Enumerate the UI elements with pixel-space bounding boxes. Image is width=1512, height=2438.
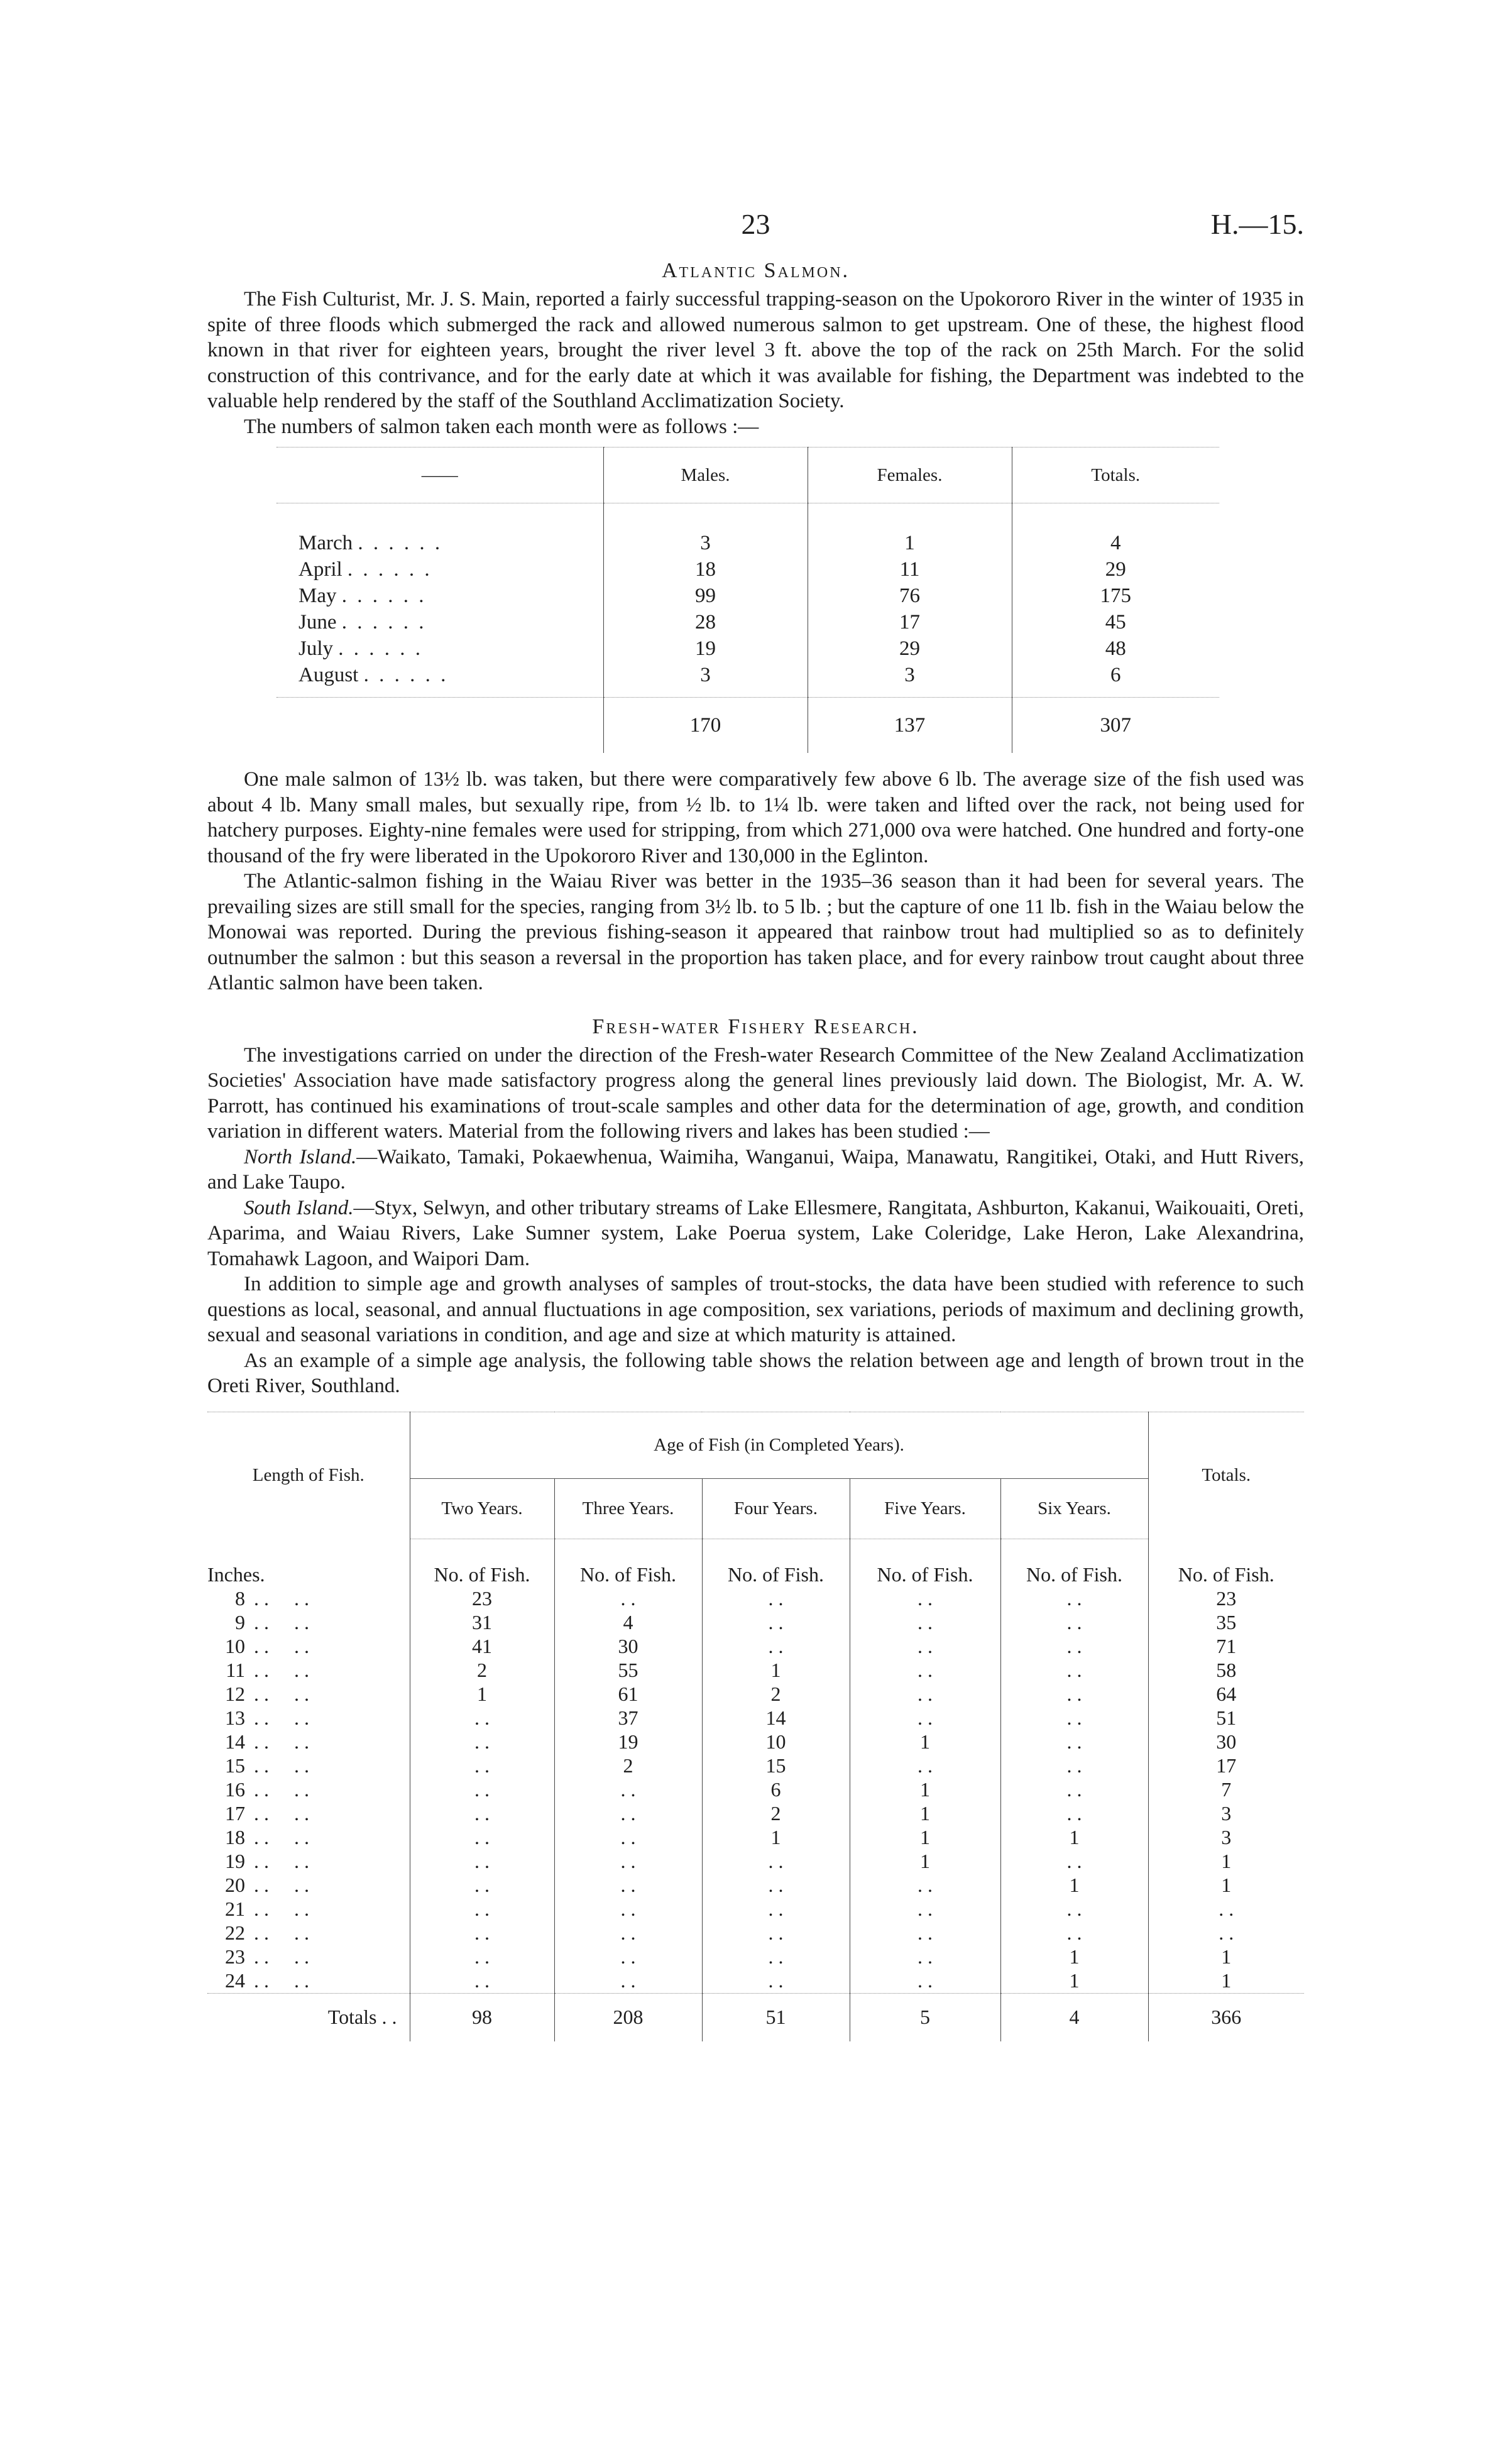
unit-count: No. of Fish. xyxy=(1000,1539,1148,1587)
table-row xyxy=(277,662,1219,698)
cell-four-years: . . xyxy=(702,1969,850,1994)
cell-two-years: . . xyxy=(410,1874,554,1897)
total-males: 170 xyxy=(603,698,808,754)
cell-five-years: . . xyxy=(850,1659,1000,1683)
cell-males: 18 xyxy=(603,556,808,583)
cell-six-years: . . xyxy=(1000,1659,1148,1683)
length-inches: 20 xyxy=(225,1874,245,1896)
cell-total: 3 xyxy=(1148,1826,1304,1850)
length-inches: 16 xyxy=(225,1778,245,1801)
north-island-text: —Waikato, Tamaki, Pokaewhenua, Waimiha, Wanganui, Waipa, Manawatu, Rangitikei, Otaki, and Hutt Rivers, and Lake Taupo. xyxy=(207,1145,1304,1194)
cell-four-years: . . xyxy=(702,1611,850,1635)
paragraph: The Fish Culturist, Mr. J. S. Main, reported a fairly successful trapping-season on the Upokororo River in the winter of 1935 in spite of three floods which submerged the rack and allowed numerous salmon to get upstream. One of these, the highest flood known in that river for eighteen years, brought the river level 3 ft. above the top of the rack on 25th March. For the solid construction of this contrivance, and for the early date at which it was available for fishing, the Department was indebted to the valuable help rendered by the staff of the Southland Acclimatization Society. xyxy=(207,288,1304,412)
row-label: April xyxy=(299,557,342,581)
cell-three-years: 30 xyxy=(554,1635,702,1659)
cell-five-years: 1 xyxy=(850,1778,1000,1802)
cell-totals: 6 xyxy=(1012,662,1219,698)
cell-two-years: . . xyxy=(410,1969,554,1994)
cell-six-years: . . xyxy=(1000,1611,1148,1635)
cell-three-years: . . xyxy=(554,1850,702,1874)
dot-leader: . . . . xyxy=(254,1706,309,1729)
cell-total: 1 xyxy=(1148,1945,1304,1969)
dot-leader: . . . . xyxy=(254,1587,309,1610)
cell-five-years: . . xyxy=(850,1706,1000,1730)
dot-leader: . . . . xyxy=(254,1897,309,1920)
table-row xyxy=(207,1921,1304,1945)
cell-males: 3 xyxy=(603,662,808,698)
page-number: 23 xyxy=(741,208,770,240)
unit-count: No. of Fish. xyxy=(1148,1539,1304,1587)
length-inches: 13 xyxy=(225,1706,245,1729)
total-five-years: 5 xyxy=(850,1993,1000,2041)
dot-leader: . . . . xyxy=(254,1945,309,1968)
cell-males: 28 xyxy=(603,609,808,635)
cell-five-years: . . xyxy=(850,1921,1000,1945)
cell-six-years: 1 xyxy=(1000,1945,1148,1969)
table-totals-row xyxy=(207,1993,1304,2041)
cell-six-years: . . xyxy=(1000,1635,1148,1659)
south-island-label: South Island. xyxy=(244,1196,354,1219)
cell-six-years: . . xyxy=(1000,1706,1148,1730)
cell-total: . . xyxy=(1148,1921,1304,1945)
column-header-males: Males. xyxy=(603,448,808,503)
total-all: 366 xyxy=(1148,1993,1304,2041)
dot-leader: . . . . xyxy=(254,1778,309,1801)
cell-two-years: . . xyxy=(410,1850,554,1874)
cell-five-years: 1 xyxy=(850,1850,1000,1874)
document-page xyxy=(207,207,1304,2041)
cell-two-years: 1 xyxy=(410,1683,554,1706)
length-inches: 10 xyxy=(225,1635,245,1657)
length-inches: 17 xyxy=(225,1802,245,1825)
cell-five-years: 1 xyxy=(850,1730,1000,1754)
cell-total: . . xyxy=(1148,1897,1304,1921)
table-row xyxy=(207,1659,1304,1683)
table-row xyxy=(207,1874,1304,1897)
cell-six-years: . . xyxy=(1000,1754,1148,1778)
paragraph: As an example of a simple age analysis, the following table shows the relation between age and length of brown trout in the Oreti River, Southland. xyxy=(207,1349,1304,1397)
paragraph: The investigations carried on under the direction of the Fresh-water Research Committee of the New Zealand Acclimatization Societies' Association have made satisfactory progress along the general lines previously laid down. The Biologist, Mr. A. W. Parrott, has continued his examinations of trout-scale samples and other data for the determination of age, growth, and condition variation in different waters. Material from the following rivers and lakes has been studied :— xyxy=(207,1043,1304,1143)
dot-leader: . . . . xyxy=(254,1874,309,1896)
length-inches: 18 xyxy=(225,1826,245,1848)
cell-five-years: . . xyxy=(850,1874,1000,1897)
table-totals-row xyxy=(277,698,1219,754)
length-inches: 22 xyxy=(225,1921,245,1944)
length-inches: 19 xyxy=(225,1850,245,1872)
cell-three-years: 55 xyxy=(554,1659,702,1683)
cell-two-years: . . xyxy=(410,1754,554,1778)
paragraph: One male salmon of 13½ lb. was taken, but there were comparatively few above 6 lb. The average size of the fish used was about 4 lb. Many small males, but sexually ripe, from ½ lb. to 1¼ lb. were taken and lifted over the rack, not being used for hatchery purposes. Eighty-nine females were used for stripping, from which 271,000 ova were hatched. One hundred and forty-one thousand of the fry were liberated in the Upokororo River and 130,000 in the Eglinton. xyxy=(207,768,1304,867)
cell-five-years: . . xyxy=(850,1897,1000,1921)
cell-three-years: 2 xyxy=(554,1754,702,1778)
cell-total: 1 xyxy=(1148,1850,1304,1874)
cell-females: 17 xyxy=(808,609,1012,635)
cell-three-years: 19 xyxy=(554,1730,702,1754)
table-row xyxy=(207,1826,1304,1850)
cell-three-years: . . xyxy=(554,1587,702,1611)
cell-totals: 29 xyxy=(1012,556,1219,583)
paragraph: The numbers of salmon taken each month were as follows :— xyxy=(244,415,759,438)
column-header-five-years: Five Years. xyxy=(850,1478,1000,1539)
cell-total: 23 xyxy=(1148,1587,1304,1611)
totals-label: Totals . . xyxy=(207,1993,410,2041)
cell-five-years: . . xyxy=(850,1611,1000,1635)
table-row xyxy=(207,1635,1304,1659)
cell-four-years: . . xyxy=(702,1874,850,1897)
cell-six-years: . . xyxy=(1000,1730,1148,1754)
unit-count: No. of Fish. xyxy=(554,1539,702,1587)
table-row xyxy=(207,1754,1304,1778)
section-title-research: Fresh-water Fishery Research. xyxy=(592,1014,919,1038)
cell-total: 1 xyxy=(1148,1969,1304,1994)
table-row xyxy=(277,556,1219,583)
cell-four-years: 2 xyxy=(702,1683,850,1706)
column-header-four-years: Four Years. xyxy=(702,1478,850,1539)
total-four-years: 51 xyxy=(702,1993,850,2041)
table-row xyxy=(207,1706,1304,1730)
cell-females: 1 xyxy=(808,503,1012,557)
table-row xyxy=(277,503,1219,557)
table-corner: —— xyxy=(277,448,603,503)
cell-total: 64 xyxy=(1148,1683,1304,1706)
dot-leader: . . . . . . xyxy=(338,637,424,660)
cell-totals: 175 xyxy=(1012,583,1219,609)
table-header-row xyxy=(277,448,1219,503)
total-two-years: 98 xyxy=(410,1993,554,2041)
table-row xyxy=(207,1778,1304,1802)
dot-leader: . . . . xyxy=(254,1635,309,1657)
cell-four-years: 10 xyxy=(702,1730,850,1754)
column-header-totals: Totals. xyxy=(1012,448,1219,503)
cell-two-years: . . xyxy=(410,1778,554,1802)
north-island-label: North Island. xyxy=(244,1145,357,1168)
unit-inches: Inches. xyxy=(207,1562,265,1586)
cell-two-years: . . xyxy=(410,1897,554,1921)
north-island-paragraph xyxy=(207,1145,1304,1195)
dot-leader: . . . . xyxy=(254,1802,309,1825)
dot-leader: . . . . xyxy=(254,1683,309,1705)
cell-females: 11 xyxy=(808,556,1012,583)
dot-leader: . . . . . . xyxy=(358,531,443,554)
cell-total: 1 xyxy=(1148,1874,1304,1897)
section-title-atlantic-salmon: Atlantic Salmon. xyxy=(661,259,850,282)
cell-six-years: . . xyxy=(1000,1802,1148,1826)
dot-leader: . . . . xyxy=(254,1754,309,1777)
cell-three-years: . . xyxy=(554,1897,702,1921)
cell-five-years: . . xyxy=(850,1945,1000,1969)
trout-age-length-table xyxy=(207,1412,1304,2041)
table-row xyxy=(207,1969,1304,1994)
cell-total: 71 xyxy=(1148,1635,1304,1659)
row-label: May xyxy=(299,584,337,607)
table-header-row xyxy=(207,1412,1304,1478)
cell-two-years: . . xyxy=(410,1730,554,1754)
cell-total: 7 xyxy=(1148,1778,1304,1802)
cell-four-years: 2 xyxy=(702,1802,850,1826)
cell-three-years: . . xyxy=(554,1921,702,1945)
south-island-text: —Styx, Selwyn, and other tributary streams of Lake Ellesmere, Rangitata, Ashburton, Kakanui, Waikouaiti, Oreti, Aparima, and Waiau Rivers, Lake Sumner system, Lake Poerua system, Lake Coleridge, Lake Heron, Lake Alexandrina, Tomahawk Lagoon, and Waipori Dam. xyxy=(207,1196,1304,1270)
cell-total: 17 xyxy=(1148,1754,1304,1778)
column-header-three-years: Three Years. xyxy=(554,1478,702,1539)
table-row xyxy=(207,1897,1304,1921)
cell-four-years: 1 xyxy=(702,1659,850,1683)
unit-count: No. of Fish. xyxy=(410,1539,554,1587)
column-header-females: Females. xyxy=(808,448,1012,503)
dot-leader: . . . . xyxy=(254,1826,309,1848)
row-label: August xyxy=(299,663,359,686)
cell-two-years: . . xyxy=(410,1802,554,1826)
units-row xyxy=(207,1539,1304,1587)
cell-four-years: 6 xyxy=(702,1778,850,1802)
dot-leader: . . . . xyxy=(254,1921,309,1944)
total-three-years: 208 xyxy=(554,1993,702,2041)
cell-four-years: . . xyxy=(702,1921,850,1945)
dot-leader: . . . . xyxy=(254,1730,309,1753)
cell-three-years: . . xyxy=(554,1826,702,1850)
table-row xyxy=(207,1945,1304,1969)
dot-leader: . . . . . . xyxy=(363,663,449,686)
cell-totals: 48 xyxy=(1012,635,1219,662)
document-reference: H.—15. xyxy=(1210,208,1304,240)
cell-five-years: . . xyxy=(850,1754,1000,1778)
dot-leader: . . . . xyxy=(254,1611,309,1634)
cell-males: 99 xyxy=(603,583,808,609)
cell-three-years: 37 xyxy=(554,1706,702,1730)
cell-males: 19 xyxy=(603,635,808,662)
unit-count: No. of Fish. xyxy=(850,1539,1000,1587)
cell-six-years: . . xyxy=(1000,1778,1148,1802)
dot-leader: . . . . xyxy=(254,1969,309,1992)
cell-three-years: . . xyxy=(554,1778,702,1802)
cell-five-years: . . xyxy=(850,1635,1000,1659)
dot-leader: . . . . . . xyxy=(347,557,432,581)
cell-five-years: 1 xyxy=(850,1802,1000,1826)
cell-four-years: . . xyxy=(702,1635,850,1659)
page-header xyxy=(207,207,1304,251)
length-inches: 23 xyxy=(225,1945,245,1968)
total-females: 137 xyxy=(808,698,1012,754)
cell-females: 3 xyxy=(808,662,1012,698)
cell-six-years: . . xyxy=(1000,1587,1148,1611)
cell-five-years: . . xyxy=(850,1587,1000,1611)
column-header-age-group: Age of Fish (in Completed Years). xyxy=(410,1412,1148,1478)
cell-three-years: 61 xyxy=(554,1683,702,1706)
length-inches: 21 xyxy=(225,1897,245,1920)
cell-four-years: 14 xyxy=(702,1706,850,1730)
cell-five-years: 1 xyxy=(850,1826,1000,1850)
cell-six-years: 1 xyxy=(1000,1874,1148,1897)
dot-leader: . . . . xyxy=(254,1659,309,1681)
table-row xyxy=(207,1587,1304,1611)
cell-total: 30 xyxy=(1148,1730,1304,1754)
length-inches: 24 xyxy=(225,1969,245,1992)
cell-six-years: 1 xyxy=(1000,1826,1148,1850)
paragraph: In addition to simple age and growth analyses of samples of trout-stocks, the data have been studied with reference to such questions as local, seasonal, and annual fluctuations in age composition, sex variations, periods of maximum and declining growth, sexual and seasonal variations in condition, and age and size at which maturity is attained. xyxy=(207,1273,1304,1346)
length-inches: 12 xyxy=(225,1683,245,1705)
cell-two-years: . . xyxy=(410,1921,554,1945)
cell-four-years: . . xyxy=(702,1897,850,1921)
cell-two-years: 2 xyxy=(410,1659,554,1683)
table-row xyxy=(277,635,1219,662)
cell-total: 3 xyxy=(1148,1802,1304,1826)
cell-two-years: 23 xyxy=(410,1587,554,1611)
row-label: June xyxy=(299,610,337,634)
length-inches: 8 xyxy=(235,1587,245,1610)
cell-three-years: . . xyxy=(554,1874,702,1897)
cell-females: 29 xyxy=(808,635,1012,662)
dot-leader: . . . . xyxy=(254,1850,309,1872)
length-inches: 15 xyxy=(225,1754,245,1777)
cell-two-years: . . xyxy=(410,1945,554,1969)
cell-totals: 45 xyxy=(1012,609,1219,635)
table-row xyxy=(277,609,1219,635)
table-row xyxy=(207,1611,1304,1635)
cell-six-years: . . xyxy=(1000,1683,1148,1706)
cell-four-years: 1 xyxy=(702,1826,850,1850)
cell-total: 51 xyxy=(1148,1706,1304,1730)
column-header-six-years: Six Years. xyxy=(1000,1478,1148,1539)
cell-four-years: . . xyxy=(702,1945,850,1969)
cell-five-years: . . xyxy=(850,1683,1000,1706)
cell-four-years: 15 xyxy=(702,1754,850,1778)
length-inches: 14 xyxy=(225,1730,245,1753)
cell-three-years: . . xyxy=(554,1802,702,1826)
cell-two-years: 41 xyxy=(410,1635,554,1659)
column-header-totals: Totals. xyxy=(1148,1412,1304,1539)
row-label: July xyxy=(299,637,334,660)
cell-five-years: . . xyxy=(850,1969,1000,1994)
cell-two-years: . . xyxy=(410,1826,554,1850)
cell-females: 76 xyxy=(808,583,1012,609)
cell-six-years: . . xyxy=(1000,1921,1148,1945)
length-inches: 9 xyxy=(235,1611,245,1634)
cell-total: 35 xyxy=(1148,1611,1304,1635)
paragraph: The Atlantic-salmon fishing in the Waiau River was better in the 1935–36 season than it had been for several years. The prevailing sizes are still small for the species, ranging from 3½ lb. to 5 lb. ; but the capture of one 11 lb. fish in the Waiau below the Monowai was reported. During the previous fishing-season it appeared that rainbow trout had multiplied so as to definitely outnumber the salmon : but this season a reversal in the proportion has taken place, and for every rainbow trout caught about three Atlantic salmon have been taken. xyxy=(207,870,1304,994)
total-totals: 307 xyxy=(1012,698,1219,754)
cell-males: 3 xyxy=(603,503,808,557)
table-row xyxy=(207,1802,1304,1826)
cell-totals: 4 xyxy=(1012,503,1219,557)
dot-leader: . . . . . . xyxy=(341,584,427,607)
unit-count: No. of Fish. xyxy=(702,1539,850,1587)
table-row xyxy=(207,1683,1304,1706)
length-inches: 11 xyxy=(226,1659,245,1681)
cell-three-years: . . xyxy=(554,1969,702,1994)
dot-leader: . . . . . . xyxy=(341,610,427,634)
cell-six-years: . . xyxy=(1000,1897,1148,1921)
cell-three-years: . . xyxy=(554,1945,702,1969)
column-header-length: Length of Fish. xyxy=(207,1412,410,1539)
cell-four-years: . . xyxy=(702,1850,850,1874)
total-six-years: 4 xyxy=(1000,1993,1148,2041)
south-island-paragraph xyxy=(207,1195,1304,1272)
column-header-two-years: Two Years. xyxy=(410,1478,554,1539)
cell-six-years: . . xyxy=(1000,1850,1148,1874)
table-row xyxy=(207,1730,1304,1754)
row-label: March xyxy=(299,531,353,554)
cell-total: 58 xyxy=(1148,1659,1304,1683)
table-row xyxy=(207,1850,1304,1874)
table-row xyxy=(277,583,1219,609)
salmon-monthly-table xyxy=(277,447,1219,753)
cell-two-years: 31 xyxy=(410,1611,554,1635)
cell-six-years: 1 xyxy=(1000,1969,1148,1994)
cell-four-years: . . xyxy=(702,1587,850,1611)
cell-three-years: 4 xyxy=(554,1611,702,1635)
cell-two-years: . . xyxy=(410,1706,554,1730)
